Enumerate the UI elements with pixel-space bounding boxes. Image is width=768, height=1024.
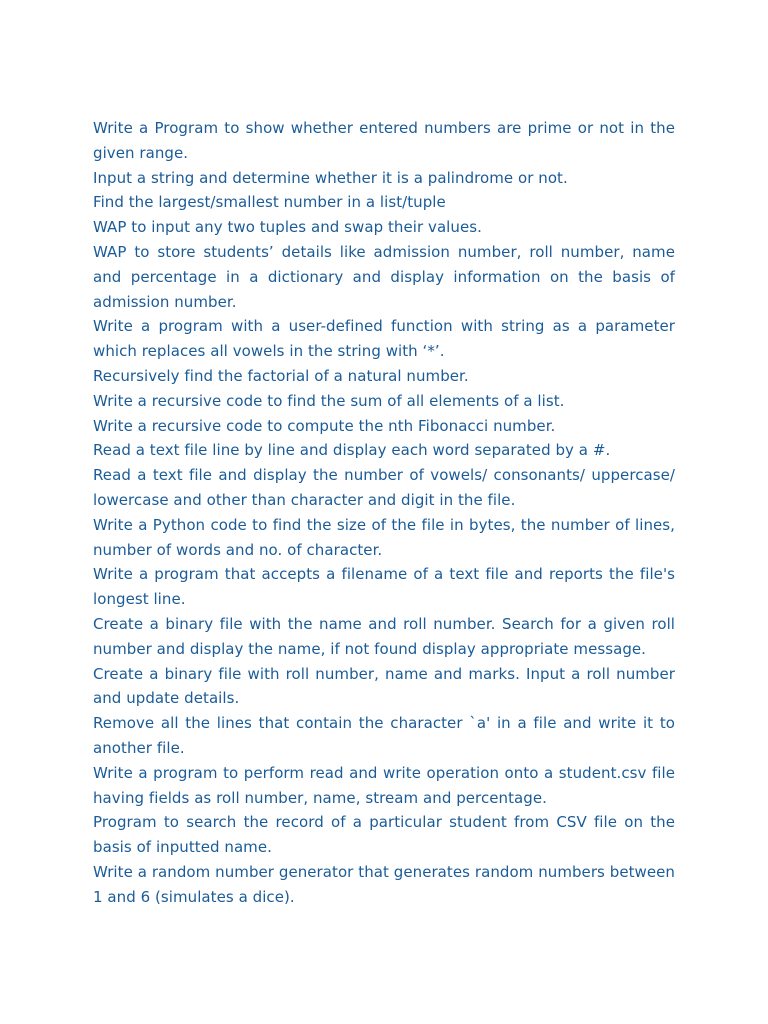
program-item: Write a Program to show whether entered numbers are prime or not in the given range. — [93, 119, 675, 162]
program-item: Program to search the record of a particular student from CSV file on the basis of inputted name. — [93, 813, 675, 857]
program-item: WAP to input any two tuples and swap their values. — [93, 218, 482, 237]
program-item: Read a text file and display the number of vowels/ consonants/ uppercase/ lowercase and other than character and digit in the file. — [93, 466, 675, 509]
program-item: Write a Python code to find the size of the file in bytes, the number of lines, number of words and no. of character. — [93, 515, 675, 559]
program-item: Remove all the lines that contain the character `a' in a file and write it to another file. — [93, 714, 675, 757]
program-item: Recursively find the factorial of a natural number. — [93, 366, 469, 385]
program-item: Write a recursive code to find the sum of all elements of a list. — [93, 391, 565, 410]
program-item: Find the largest/smallest number in a list/tuple — [93, 193, 446, 212]
program-item: Write a program that accepts a filename of a text file and reports the file's longest line. — [93, 565, 675, 609]
program-item: Create a binary file with roll number, name and marks. Input a roll number and update details. — [93, 664, 675, 708]
program-item: Write a random number generator that generates random numbers between 1 and 6 (simulates a dice). — [93, 862, 675, 906]
program-item: Create a binary file with the name and roll number. Search for a given roll number and display the name, if not found display appropriate message. — [93, 614, 675, 658]
program-item: Write a recursive code to compute the nth Fibonacci number. — [93, 416, 556, 435]
program-item: Write a program to perform read and write operation onto a student.csv file having fields as roll number, name, stream and percentage. — [93, 763, 675, 807]
document-page — [93, 116, 675, 910]
program-item: Write a program with a user-defined function with string as a parameter which replaces all vowels in the string with ‘*’. — [93, 317, 675, 361]
program-item: Read a text file line by line and display each word separated by a #. — [93, 441, 611, 460]
program-item: Input a string and determine whether it is a palindrome or not. — [93, 168, 568, 187]
program-item: WAP to store students’ details like admission number, roll number, name and percentage in a dictionary and display information on the basis of admission number. — [93, 242, 675, 311]
